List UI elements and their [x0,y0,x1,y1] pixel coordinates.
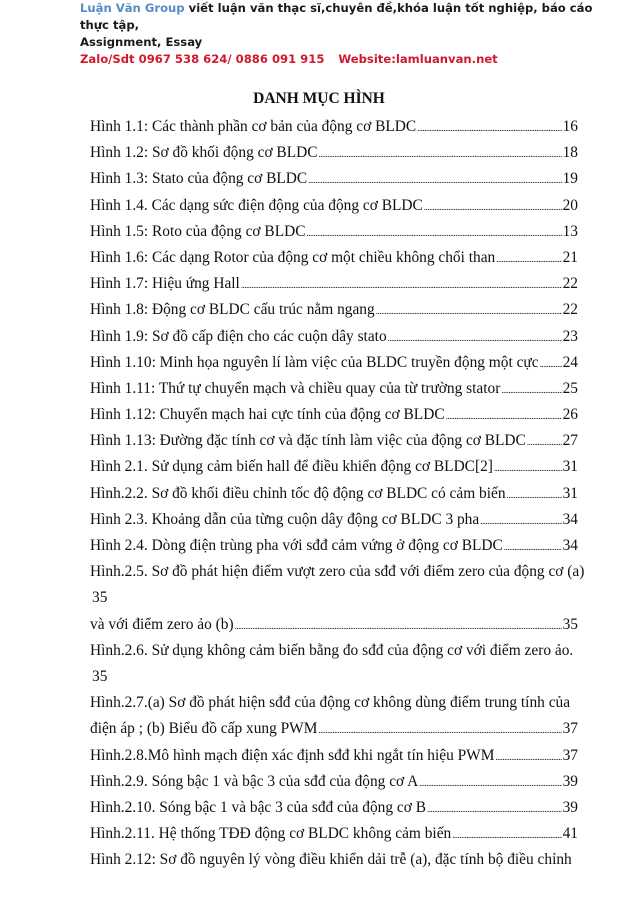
toc-entry-label: và với điểm zero ảo (b) [90,615,234,633]
dot-leader [417,115,561,141]
toc-entry-page: 39 [562,772,578,790]
dot-leader [504,534,562,560]
toc-entry[interactable] [90,324,578,350]
toc-entry-page: 41 [562,825,578,843]
toc-entry-label: Hình 2.4. Dòng điện trùng pha với sđđ cảm vứng ở động cơ BLDC [90,537,503,554]
toc-entry[interactable] [90,402,578,428]
toc-entry[interactable] [90,219,578,245]
toc-entry-label: Hình 1.12: Chuyển mạch hai cực tính của động cơ BLDC [90,406,445,424]
dot-leader [388,325,562,351]
toc-entry-2-6-page: 35 [92,667,108,685]
toc-entry[interactable] [90,140,578,166]
dot-leader [495,744,561,770]
toc-entry-label: Hình 1.11: Thứ tự chuyển mạch và chiều quay của từ trường stator [90,379,501,397]
toc-entry-label: Hình 1.10: Minh họa nguyên lí làm việc của BLDC truyền động một cực [90,353,539,371]
toc-entry[interactable] [90,428,578,454]
toc-entry-label: Hình 1.2: Sơ đồ khối động cơ BLDC [90,144,318,162]
toc-entry-2-6-line1[interactable]: Hình.2.6. Sử dụng không cảm biến bằng đo sđđ của động cơ với điểm zero ảo. [90,641,574,659]
toc-entry-2-5-line1[interactable]: Hình.2.5. Sơ đồ phát hiện điểm vượt zero của sđđ với điểm zero của động cơ (a) [90,563,585,581]
toc-entry-label: Hình.2.2. Sơ đồ khối điều chỉnh tốc độ động cơ BLDC có cảm biến [90,484,506,502]
toc-entry[interactable] [90,743,578,769]
toc-entry-label: Hình 1.13: Đường đặc tính cơ và đặc tính làm việc của động cơ BLDC [90,432,526,450]
dot-leader [306,220,561,246]
toc-entry-page: 13 [562,222,578,240]
dot-leader [308,167,561,193]
toc-entry-page: 34 [562,510,578,528]
toc-entry-page: 22 [562,275,578,293]
toc-entry[interactable] [90,716,578,742]
dot-leader [318,717,561,743]
dot-leader [540,351,562,377]
toc-entry[interactable] [90,769,578,795]
toc-entry-2-12-line1[interactable]: Hình 2.12: Sơ đồ nguyên lý vòng điều khiển dải trễ (a), đặc tính bộ điều chỉnh [90,851,572,869]
toc-entry[interactable] [90,795,578,821]
toc-entry-page: 37 [562,720,578,738]
dot-leader [427,796,562,822]
dot-leader [235,613,562,639]
toc-entry-page: 27 [562,432,578,450]
toc-entry-label: Hình 1.1: Các thành phần cơ bản của động cơ BLDC [90,118,417,135]
toc-entry-label: Hình 1.4. Các dạng sức điện động của động cơ BLDC [90,196,423,214]
dot-leader [446,403,562,429]
header-tagline: viết luận văn thạc sĩ,chuyên đề,khóa luận tốt nghiệp, báo cáo thực tập, [80,1,593,32]
toc-entry-page: 23 [562,327,578,345]
dot-leader [496,246,561,272]
toc-entry[interactable] [90,350,578,376]
toc-entry-2-5-page: 35 [92,589,108,607]
toc-entry[interactable] [90,193,578,219]
dot-leader [527,429,562,455]
toc-entry-label: Hình 1.7: Hiệu ứng Hall [90,275,240,293]
toc-entry-page: 25 [562,379,578,397]
toc-entry-2-7-line1[interactable]: Hình.2.7.(a) Sơ đồ phát hiện sđđ của động cơ không dùng điểm trung tính của [90,694,571,712]
dot-leader [452,822,561,848]
toc-entry-page: 19 [562,170,578,188]
toc-entry-page: 26 [562,406,578,424]
header-contact-line [80,51,625,68]
toc-entry[interactable] [90,454,578,480]
toc-entry[interactable] [90,114,578,140]
toc-entry[interactable] [90,612,578,638]
toc-entry[interactable] [90,533,578,559]
toc-entry-label: Hình.2.10. Sóng bậc 1 và bậc 3 của sđđ của động cơ B [90,798,426,816]
toc-entry-label: Hình 1.5: Roto của động cơ BLDC [90,222,306,240]
toc-entry[interactable] [90,166,578,192]
dot-leader [318,141,561,167]
toc-entry-page: 31 [562,484,578,502]
toc-entry-page: 21 [562,248,578,266]
toc-entry[interactable] [90,481,578,507]
dot-leader [241,272,562,298]
page-title: DANH MỤC HÌNH [253,90,385,107]
toc-entry-label: Hình 2.1. Sử dụng cảm biến hall để điều khiển động cơ BLDC[2] [90,458,493,476]
figure-list [90,114,585,873]
dot-leader [494,455,562,481]
toc-entry-label: Hình.2.8.Mô hình mạch điện xác định sđđ khi ngắt tín hiệu PWM [90,746,495,764]
toc-entry-label: Hình.2.9. Sóng bậc 1 và bậc 3 của sđđ của động cơ A [90,772,419,790]
toc-entry[interactable] [90,376,578,402]
toc-entry-page: 35 [562,615,578,633]
header-line-1 [80,0,625,34]
toc-entry[interactable] [90,245,578,271]
toc-entry-label: Hình 1.3: Stato của động cơ BLDC [90,170,308,188]
dot-leader [419,770,561,796]
contact-phone: Zalo/Sdt 0967 538 624/ 0886 091 915 [80,52,325,66]
toc-entry-page: 20 [562,196,578,214]
dot-leader [507,482,562,508]
toc-entry-page: 34 [562,537,578,554]
toc-entry-page: 22 [562,301,578,319]
toc-entry-page: 39 [562,798,578,816]
dot-leader [480,508,561,534]
brand-name: Luận Văn Group [80,1,185,15]
dot-leader [424,194,562,220]
toc-entry[interactable] [90,507,578,533]
toc-entry-label: Hình.2.11. Hệ thống TĐĐ động cơ BLDC không cảm biến [90,825,452,843]
dot-leader [501,377,561,403]
toc-entry-label: Hình 2.3. Khoảng dẫn của từng cuộn dây động cơ BLDC 3 pha [90,510,480,528]
header-line-2: Assignment, Essay [80,35,203,49]
website-link[interactable]: Website:lamluanvan.net [338,52,498,66]
toc-entry-label: điện áp ; (b) Biểu đồ cấp xung PWM [90,720,318,738]
toc-entry-label: Hình 1.6: Các dạng Rotor của động cơ một chiều không chổi than [90,248,496,266]
toc-entry[interactable] [90,821,578,847]
toc-entry-page: 16 [562,118,578,135]
dot-leader [376,298,562,324]
toc-entry-page: 37 [562,746,578,764]
page-header [80,0,625,68]
toc-entry[interactable] [90,297,578,323]
toc-entry-label: Hình 1.8: Động cơ BLDC cấu trúc nằm ngang [90,301,375,319]
toc-entry-page: 24 [562,353,578,371]
toc-entry-page: 31 [562,458,578,476]
toc-entry-page: 18 [562,144,578,162]
toc-entry[interactable] [90,271,578,297]
toc-entry-label: Hình 1.9: Sơ đồ cấp điện cho các cuộn dây stato [90,327,387,345]
